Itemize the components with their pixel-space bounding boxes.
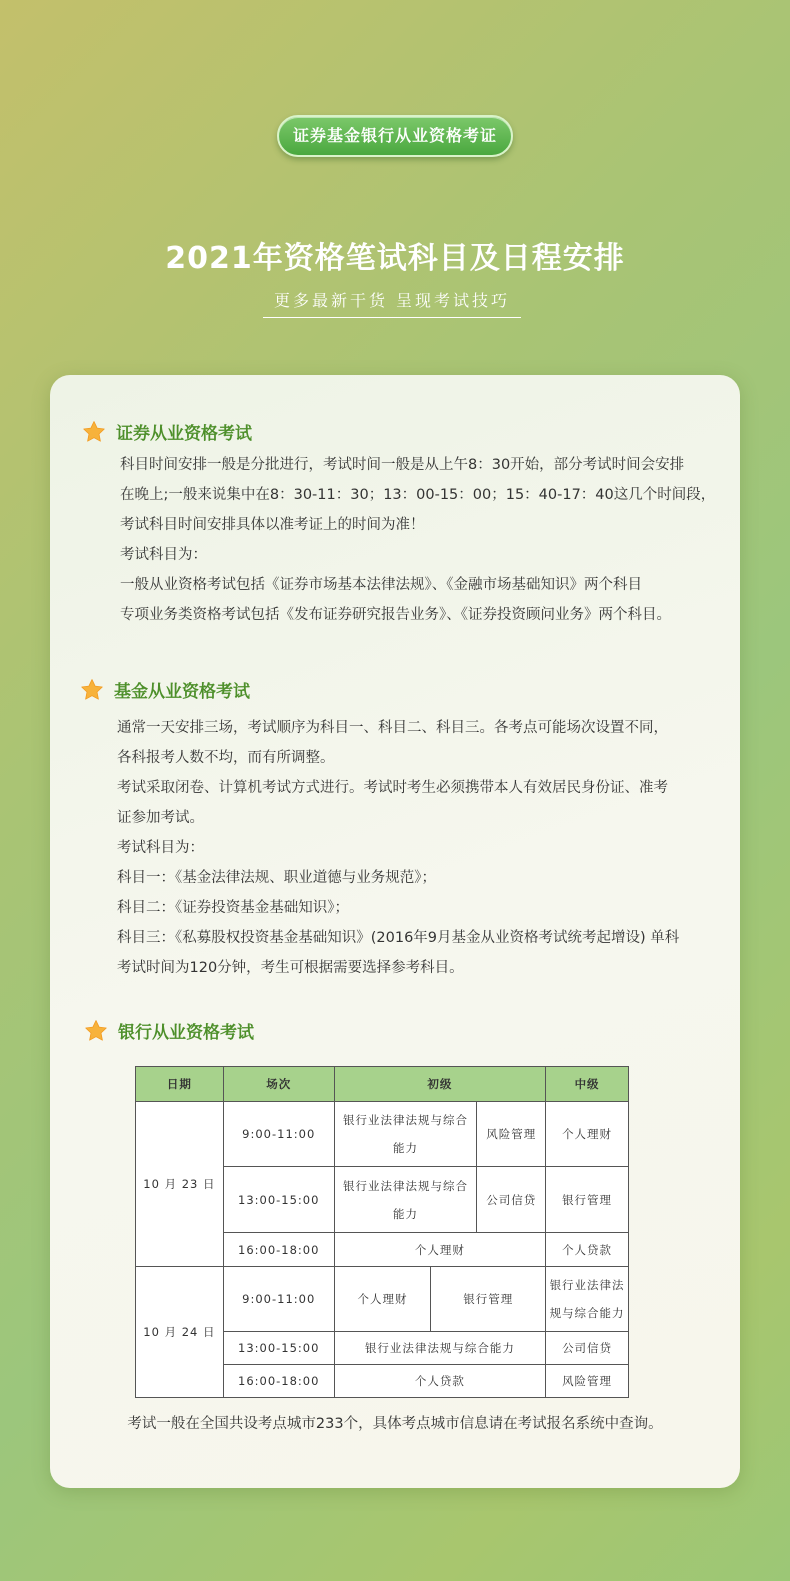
header-junior: 初级: [334, 1067, 546, 1102]
table-row: [136, 1102, 629, 1167]
paragraph-line: 考试时间为120分钟，考生可根据需要选择参考科目。: [117, 960, 464, 976]
paragraph-line: 考试采取闭卷、计算机考试方式进行。考试时考生必须携带本人有效居民身份证、准考: [117, 780, 668, 796]
table-header-row: [136, 1067, 629, 1102]
paragraph-line: 各科报考人数不均，而有所调整。: [117, 750, 335, 766]
section-title-securities: [82, 419, 252, 444]
time-cell: 16:00-18:00: [223, 1365, 334, 1398]
paragraph-line: 考试科目为：: [117, 840, 204, 856]
subject-cell: 个人贷款: [546, 1233, 629, 1267]
subject-cell: 银行业法律法规与综合能力: [334, 1332, 546, 1365]
time-cell: 13:00-15:00: [223, 1167, 334, 1233]
header-date: 日期: [136, 1067, 224, 1102]
section-body-securities: [120, 450, 715, 630]
star-icon: [82, 420, 106, 444]
bank-exam-schedule-table: [135, 1066, 629, 1398]
footer-note: 考试一般在全国共设考点城市233个，具体考点城市信息请在考试报名系统中查询。: [127, 1416, 663, 1432]
time-cell: 9:00-11:00: [223, 1267, 334, 1332]
paragraph-line: 通常一天安排三场，考试顺序为科目一、科目二、科目三。各考点可能场次设置不同，: [117, 720, 668, 736]
section-title-bank: [84, 1018, 254, 1043]
subject-cell: 风险管理: [546, 1365, 629, 1398]
date-cell: 10 月 23 日: [136, 1102, 224, 1267]
subject-cell: 银行管理: [431, 1267, 546, 1332]
subject-cell: 银行业法律法规与综合能力: [334, 1167, 477, 1233]
section-title-text: 银行从业资格考试: [118, 1023, 254, 1043]
subject-cell: 风险管理: [477, 1102, 546, 1167]
time-cell: 9:00-11:00: [223, 1102, 334, 1167]
paragraph-line: 专项业务类资格考试包括《发布证券研究报告业务》、《证券投资顾问业务》两个科目。: [120, 607, 671, 623]
paragraph-line: 科目一：《基金法律法规、职业道德与业务规范》；: [117, 870, 436, 886]
subject-cell: 个人理财: [546, 1102, 629, 1167]
paragraph-line: 考试科目时间安排具体以准考证上的时间为准！: [120, 517, 425, 533]
page-title: 2021年资格笔试科目及日程安排: [165, 241, 625, 276]
paragraph-line: 证参加考试。: [117, 810, 204, 826]
section-title-fund: [80, 677, 250, 702]
section-body-fund: [117, 713, 679, 983]
time-cell: 13:00-15:00: [223, 1332, 334, 1365]
header-badge: 证券基金银行从业资格考证: [277, 115, 513, 157]
paragraph-line: 科目时间安排一般是分批进行，考试时间一般是从上午8：30开始，部分考试时间会安排: [120, 457, 685, 473]
subject-cell: 个人理财: [334, 1267, 431, 1332]
page-subtitle: 更多最新干货 呈现考试技巧: [263, 288, 521, 318]
section-title-text: 证券从业资格考试: [116, 424, 252, 444]
header-intermediate: 中级: [546, 1067, 629, 1102]
subject-cell: 银行管理: [546, 1167, 629, 1233]
table-row: [136, 1267, 629, 1332]
header-session: 场次: [223, 1067, 334, 1102]
subject-cell: 个人贷款: [334, 1365, 546, 1398]
subject-cell: 公司信贷: [477, 1167, 546, 1233]
paragraph-line: 考试科目为：: [120, 547, 207, 563]
star-icon: [84, 1019, 108, 1043]
paragraph-line: 一般从业资格考试包括《证券市场基本法律法规》、《金融市场基础知识》两个科目: [120, 577, 642, 593]
paragraph-line: 科目二：《证券投资基金基础知识》；: [117, 900, 349, 916]
subject-cell: 公司信贷: [546, 1332, 629, 1365]
date-cell: 10 月 24 日: [136, 1267, 224, 1398]
section-title-text: 基金从业资格考试: [114, 682, 250, 702]
subject-cell: 个人理财: [334, 1233, 546, 1267]
subject-cell: 银行业法律法规与综合能力: [334, 1102, 477, 1167]
paragraph-line: 科目三：《私募股权投资基金基础知识》(2016年9月基金从业资格考试统考起增设) 单科: [117, 930, 680, 946]
subject-cell: 银行业法律法规与综合能力: [546, 1267, 629, 1332]
star-icon: [80, 678, 104, 702]
paragraph-line: 在晚上;一般来说集中在8：30-11：30；13：00-15：00；15：40-17：40这几个时间段，: [120, 487, 716, 503]
time-cell: 16:00-18:00: [223, 1233, 334, 1267]
